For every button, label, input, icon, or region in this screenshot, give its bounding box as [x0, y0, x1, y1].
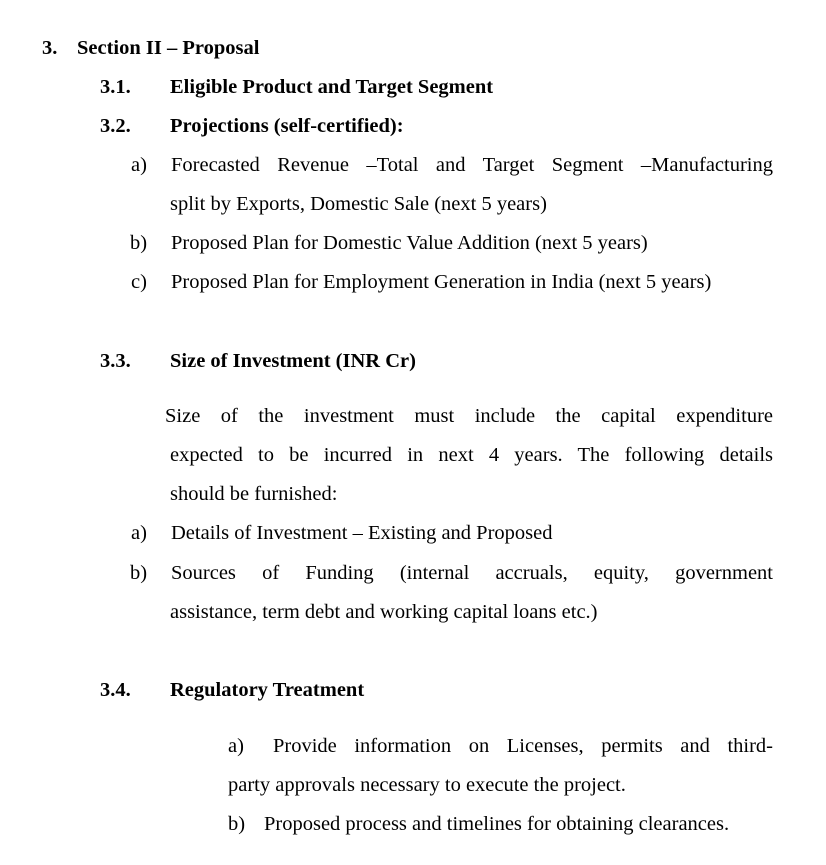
list-marker: b) — [130, 232, 148, 254]
subsection-3-2-title: Projections (self-certified): — [170, 115, 404, 137]
subsection-3-4-number: 3.4. — [100, 679, 131, 701]
list-item-text: split by Exports, Domestic Sale (next 5 years) — [170, 193, 547, 215]
paragraph-line: Size of the investment must include the capital expenditure — [165, 405, 773, 427]
subsection-3-1-title: Eligible Product and Target Segment — [170, 76, 494, 98]
section-title: Section II – Proposal — [77, 37, 260, 59]
list-marker: c) — [131, 271, 147, 293]
list-marker: a) — [131, 154, 147, 176]
paragraph-line: should be furnished: — [170, 483, 338, 505]
list-item-text: Proposed Plan for Employment Generation in India (next 5 years) — [171, 271, 712, 293]
list-item-text: assistance, term debt and working capital loans etc.) — [170, 601, 598, 623]
subsection-3-3-number: 3.3. — [100, 350, 131, 372]
list-item-text: Proposed process and timelines for obtaining clearances. — [264, 813, 730, 835]
subsection-3-4-title: Regulatory Treatment — [170, 679, 365, 701]
paragraph-line: expected to be incurred in next 4 years. The following details — [170, 444, 773, 466]
subsection-3-1-number: 3.1. — [100, 76, 131, 98]
subsection-3-3-title: Size of Investment (INR Cr) — [170, 350, 416, 372]
list-item-text: Provide information on Licenses, permits and third- — [273, 735, 773, 757]
section-number: 3. — [42, 37, 58, 59]
list-marker: a) — [228, 735, 244, 757]
list-item-text: Forecasted Revenue –Total and Target Segment –Manufacturing — [171, 154, 773, 176]
list-item-text: Details of Investment – Existing and Proposed — [171, 522, 553, 544]
list-item-text: party approvals necessary to execute the project. — [228, 774, 626, 796]
list-item-text: Sources of Funding (internal accruals, equity, government — [171, 562, 773, 584]
list-marker: b) — [130, 562, 148, 584]
list-marker: b) — [228, 813, 246, 835]
subsection-3-2-number: 3.2. — [100, 115, 131, 137]
list-marker: a) — [131, 522, 147, 544]
list-item-text: Proposed Plan for Domestic Value Addition (next 5 years) — [171, 232, 648, 254]
